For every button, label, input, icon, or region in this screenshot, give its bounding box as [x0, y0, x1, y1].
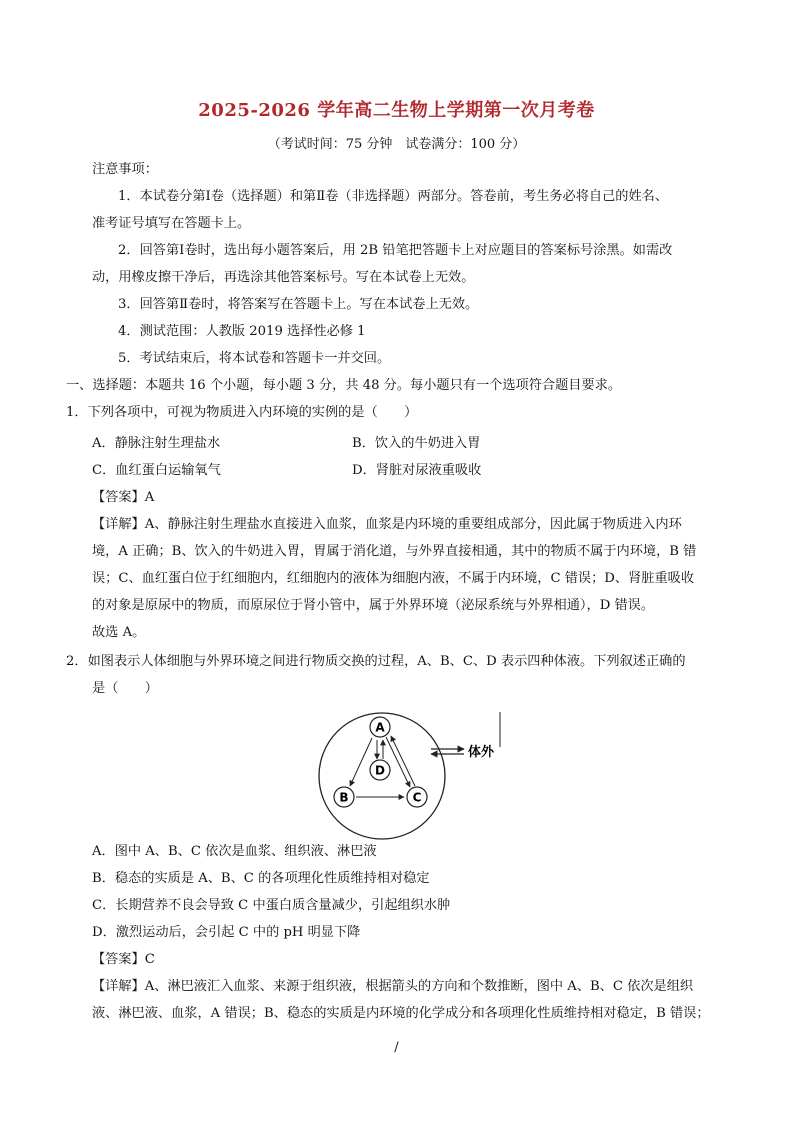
q1-conclusion: 故选 A。 — [92, 625, 146, 640]
q2-option-b: B．稳态的实质是 A、B、C 的各项理化性质维持相对稳定 — [92, 871, 430, 886]
question-1-stem: 1．下列各项中，可视为物质进入内环境的实例的是（ ） — [66, 405, 418, 420]
q1-option-c: C．血红蛋白运输氧气 — [92, 463, 221, 478]
note-item: 2．回答第Ⅰ卷时，选出每小题答案后，用 2B 铅笔把答题卡上对应题目的答案标号涂黑。如需改 — [118, 243, 673, 258]
question-2-stem-cont: 是（ ） — [92, 681, 158, 696]
q2-option-d: D．激烈运动后，会引起 C 中的 pH 明显下降 — [92, 925, 361, 940]
note-item: 5．考试结束后，将本试卷和答题卡一并交回。 — [118, 351, 391, 366]
q1-option-d: D．肾脏对尿液重吸收 — [352, 463, 482, 478]
page-number: / — [394, 1040, 399, 1055]
q1-option-a: A．静脉注射生理盐水 — [92, 436, 221, 451]
q1-detail-line: 【详解】A、静脉注射生理盐水直接进入血浆，血浆是内环境的重要组成部分，因此属于物质进入内环 — [92, 517, 682, 532]
q2-detail-line: 【详解】A、淋巴液汇入血浆、来源于组织液，根据箭头的方向和个数推断，图中 A、B、C 依次是组织 — [92, 979, 694, 994]
q1-detail-line: 境，A 正确；B、饮入的牛奶进入胃，胃属于消化道，与外界直接相通，其中的物质不属于内环境，B 错 — [92, 544, 697, 559]
exam-title: 2025-2026 学年高二生物上学期第一次月考卷 — [198, 100, 595, 121]
q2-option-c: C．长期营养不良会导致 C 中蛋白质含量减少，引起组织水肿 — [92, 898, 451, 913]
note-item: 3．回答第Ⅱ卷时，将答案写在答题卡上。写在本试卷上无效。 — [118, 297, 479, 312]
q1-detail-line: 的对象是原尿中的物质，而原尿位于肾小管中，属于外界环境（泌尿系统与外界相通），D 错误。 — [92, 598, 655, 613]
question-2-stem: 2．如图表示人体细胞与外界环境之间进行物质交换的过程，A、B、C、D 表示四种体液。下列叙述正确的 — [66, 654, 686, 669]
q2-answer: 【答案】C — [92, 952, 155, 967]
q1-option-b: B．饮入的牛奶进入胃 — [352, 436, 481, 451]
q2-detail-line: 液、淋巴液、血浆，A 错误；B、稳态的实质是内环境的化学成分和各项理化性质维持相对稳定，B 错误； — [92, 1006, 710, 1021]
node-c-label: C — [412, 790, 422, 805]
q1-answer: 【答案】A — [92, 490, 155, 505]
note-item: 4．测试范围：人教版 2019 选择性必修 1 — [118, 324, 366, 339]
note-item: 准考证号填写在答题卡上。 — [92, 216, 251, 231]
note-item: 1．本试卷分第Ⅰ卷（选择题）和第Ⅱ卷（非选择题）两部分。答卷前，考生务必将自己的姓名、 — [118, 189, 669, 204]
q2-option-a: A．图中 A、B、C 依次是血浆、组织液、淋巴液 — [92, 844, 377, 859]
q1-detail-line: 误；C、血红蛋白位于红细胞内，红细胞内的液体为细胞内液，不属于内环境，C 错误；D、肾脏重吸收 — [92, 571, 695, 586]
node-b-label: B — [339, 790, 349, 805]
exam-subtitle: （考试时间：75 分钟 试卷满分：100 分） — [267, 137, 526, 152]
note-item: 动，用橡皮擦干净后，再选涂其他答案标号。写在本试卷上无效。 — [92, 270, 475, 285]
notes-heading: 注意事项： — [92, 162, 158, 177]
outside-label: 体外 — [468, 745, 495, 760]
section-heading: 一、选择题：本题共 16 个小题，每小题 3 分，共 48 分。每小题只有一个选项符合题目要求。 — [66, 378, 622, 393]
node-d-label: D — [375, 763, 385, 778]
body-fluid-diagram — [316, 712, 502, 844]
node-a-label: A — [375, 720, 385, 735]
